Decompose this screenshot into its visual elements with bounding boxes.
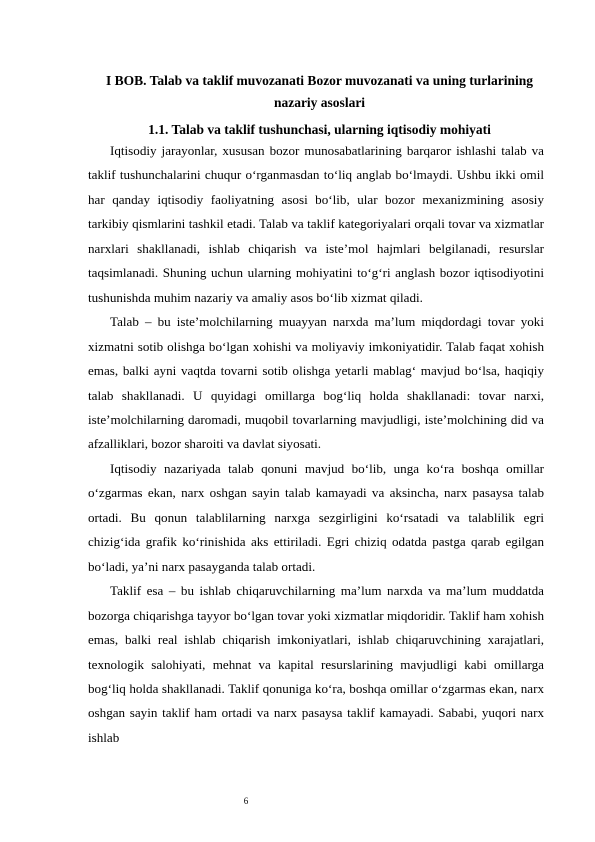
chapter-title: I BOB. Talab va taklif muvozanati Bozor muvozanati va uning turlarining nazariy asoslari xyxy=(106,73,533,110)
page-number: 6 xyxy=(243,796,249,806)
paragraph: Iqtisodiy jarayonlar, xususan bozor munosabatlarining barqaror ishlashi talab va taklif tushunchalarini chuqur o‘rganmasdan to‘liq anglab bo‘lmaydi. Ushbu ikki omil har qanday iqtisodiy faoliyatning asosi bo‘lib, ular bozor mexanizmining asosiy tarkibiy qismlarini tashkil etadi. Talab va taklif kategoriyalari orqali tovar va xizmatlar narxlari shakllanadi, ishlab chiqarish va iste’mol hajmlari belgilanadi, resurslar taqsimlanadi. Shuning uchun ularning mohiyatini to‘g‘ri anglash bozor iqtisodiyotini tushunishda muhim nazariy va amaliy asos bo‘lib xizmat qiladi. xyxy=(88,143,544,305)
paragraph: Taklif esa – bu ishlab chiqaruvchilarning ma’lum narxda va ma’lum muddatda bozorga chiqarishga tayyor bo‘lgan tovar yoki xizmatlar miqdoridir. Taklif ham xohish emas, balki real ishlab chiqarish imkoniyatlari, ishlab chiqaruvchining xarajatlari, texnologik salohiyati, mehnat va kapital resurslarining mavjudligi kabi omillarga bog‘liq holda shakllanadi. Taklif qonuniga ko‘ra, boshqa omillar o‘zgarmas ekan, narx oshgan sayin taklif ham ortadi va narx pasaysa taklif kamayadi. Sababi, yuqori narx ishlab xyxy=(88,583,544,745)
paragraph: Iqtisodiy nazariyada talab qonuni mavjud bo‘lib, unga ko‘ra boshqa omillar o‘zgarmas ekan, narx oshgan sayin talab kamayadi va aksincha, narx pasaysa talab ortadi. Bu qonun talablilarning narxga sezgirligini ko‘rsatadi va talablilik egri chizig‘ida grafik ko‘rinishida aks ettiriladi. Egri chiziq odatda pastga qarab egilgan bo‘ladi, ya’ni narx pasayganda talab ortadi. xyxy=(88,460,544,574)
paragraph: Talab – bu iste’molchilarning muayyan narxda ma’lum miqdordagi tovar yoki xizmatni sotib olishga bo‘lgan xohishi va moliyaviy imkoniyatidir. Talab faqat xohish emas, balki ayni vaqtda tovarni sotib olishga yetarli mablag‘ mavjud bo‘lsa, haqiqiy talab shakllanadi. U quyidagi omillarga bog‘liq holda shakllanadi: tovar narxi, iste’molchilarning daromadi, muqobil tovarlarning mavjudligi, iste’molchining did va afzalliklari, bozor sharoiti va davlat siyosati. xyxy=(88,314,544,452)
section-title: 1.1. Talab va taklif tushunchasi, ularning iqtisodiy mohiyati xyxy=(148,122,491,137)
body-text xyxy=(88,139,544,750)
